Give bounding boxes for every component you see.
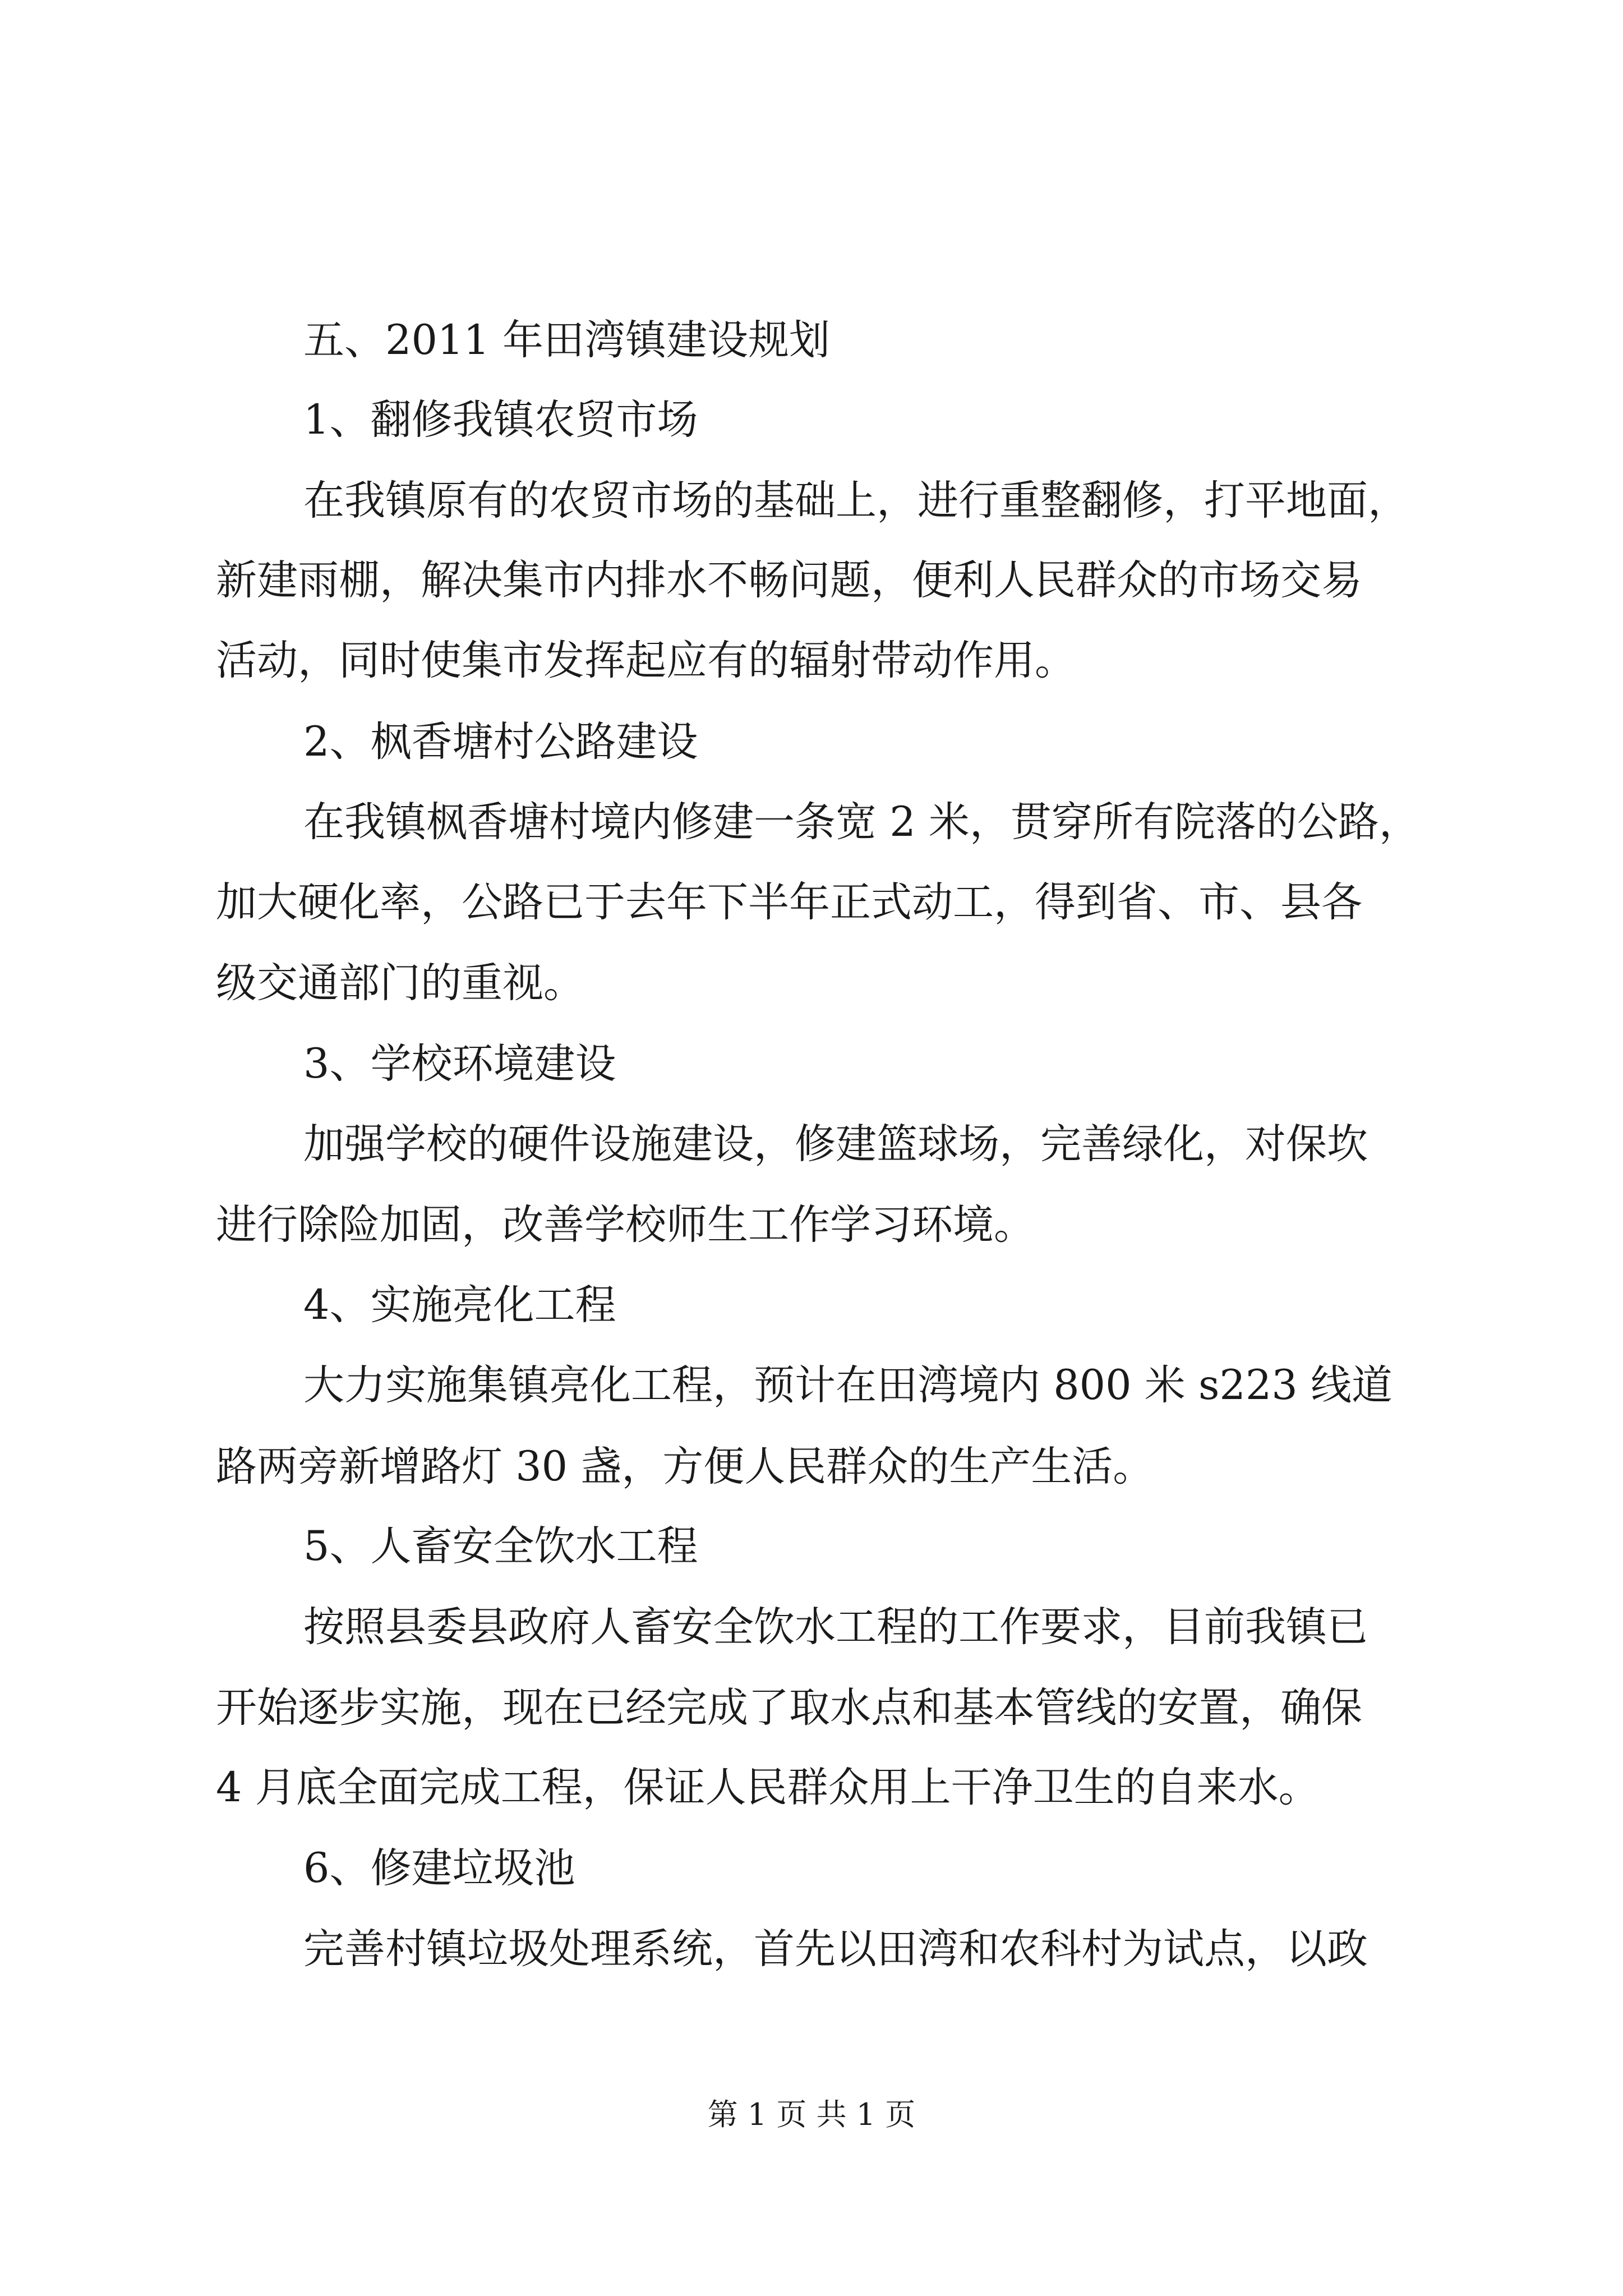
item-heading-6: 6、修建垃圾池 xyxy=(303,1844,575,1892)
item-text-line: 新建雨棚，解决集市内排水不畅问题，便利人民群众的市场交易 xyxy=(216,556,1362,604)
item-text-line: 在我镇枫香塘村境内修建一条宽 2 米，贯穿所有院落的公路， xyxy=(303,798,1420,846)
item-text-line: 活动，同时使集市发挥起应有的辐射带动作用。 xyxy=(216,637,1076,684)
item-heading-3: 3、学校环境建设 xyxy=(303,1040,616,1088)
item-text-line: 进行除险加固，改善学校师生工作学习环境。 xyxy=(216,1201,1035,1249)
item-text-line: 大力实施集镇亮化工程，预计在田湾境内 800 米 s223 线道 xyxy=(303,1361,1393,1409)
section-title: 五、2011 年田湾镇建设规划 xyxy=(303,316,830,364)
item-text-line: 加大硬化率，公路已于去年下半年正式动工，得到省、市、县各 xyxy=(216,878,1362,926)
item-text-line: 完善村镇垃圾处理系统，首先以田湾和农科村为试点，以政 xyxy=(303,1925,1368,1973)
item-heading-2: 2、枫香塘村公路建设 xyxy=(303,718,698,766)
page-number-footer: 第 1 页 共 1 页 xyxy=(707,2097,916,2132)
item-text-line: 路两旁新增路灯 30 盏，方便人民群众的生产生活。 xyxy=(216,1443,1154,1490)
item-text-line: 4 月底全面完成工程，保证人民群众用上干净卫生的自来水。 xyxy=(216,1764,1320,1811)
item-text-line: 加强学校的硬件设施建设，修建篮球场，完善绿化，对保坎 xyxy=(303,1120,1368,1168)
item-heading-5: 5、人畜安全饮水工程 xyxy=(303,1522,698,1570)
item-text-line: 按照县委县政府人畜安全饮水工程的工作要求，目前我镇已 xyxy=(303,1603,1368,1651)
item-text-line: 级交通部门的重视。 xyxy=(216,959,584,1007)
item-text-line: 开始逐步实施，现在已经完成了取水点和基本管线的安置，确保 xyxy=(216,1684,1362,1732)
item-text-line: 在我镇原有的农贸市场的基础上，进行重整翻修，打平地面， xyxy=(303,477,1409,524)
item-heading-4: 4、实施亮化工程 xyxy=(303,1281,616,1329)
item-heading-1: 1、翻修我镇农贸市场 xyxy=(303,396,698,444)
